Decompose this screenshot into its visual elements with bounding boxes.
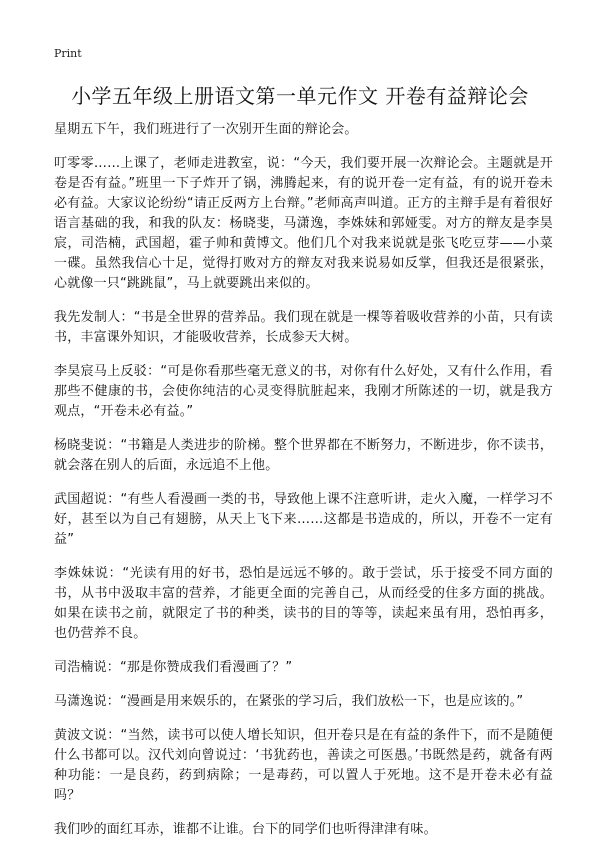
page-title: 小学五年级上册语文第一单元作文 开卷有益辩论会 <box>71 84 529 108</box>
paragraph-huang-bowen: 黄波文说：“当然，读书可以使人增长知识，但开卷只是在有益的条件下，而不是随便什么书都可以。汉代刘向曾说过：‘书犹药也，善读之可医愚。’书既然是药，就备有两种功能：一是良药，药到病除；一是毒药，可以置人于死地。这不是开卷未必有益吗？ <box>54 728 553 803</box>
paragraph-my-argument: 我先发制人：“书是全世界的营养品。我们现在就是一棵等着吸收营养的小苗，只有读书，丰富课外知识，才能吸收营养，长成参天大树。 <box>54 310 553 345</box>
paragraph-wu-guochao: 武国超说：“有些人看漫画一类的书，导致他上课不注意听讲，走火入魔，一样学习不好，甚至以为自己有翅膀，从天上飞下来……这都是书造成的，所以，开卷不一定有益” <box>54 492 553 547</box>
paragraph-li-shumei: 李姝妹说：“光读有用的好书，恐怕是远远不够的。敢于尝试，乐于接受不同方面的书，从书中汲取丰富的营养，才能更全面的完善自己，从而经受的住多方面的挑战。如果在读书之前，就限定了书的种类，读书的目的等等，读起来虽有用，恐怕再多，也仍营养不良。 <box>54 566 553 641</box>
paragraph-conclusion: 我们吵的面红耳赤，谁都不让谁。台下的同学们也听得津津有味。 <box>54 822 437 837</box>
paragraph-yang-xiaofei: 杨晓斐说：“书籍是人类进步的阶梯。整个世界都在不断努力，不断进步，你不读书，就会落在别人的后面，永远追不上他。 <box>54 438 553 473</box>
article-body <box>54 120 553 854</box>
print-link[interactable]: Print <box>54 47 82 60</box>
paragraph-teacher-announcement: 叮零零……上课了，老师走进教室，说：“今天，我们要开展一次辩论会。主题就是开卷是否有益。”班里一下子炸开了锅，沸腾起来，有的说开卷一定有益，有的说开卷未必有益。大家议论纷纷“请正反两方上台辩。”老师高声叫道。正方的主辩手是有着很好语言基础的我，和我的队友：杨晓斐，马潇逸，李姝妹和郭娅雯。对方的辩友是李昊宸，司浩楠，武国超，霍子帅和黄博文。他们几个对我来说就是张飞吃豆芽——小菜一碟。虽然我信心十足，觉得打败对方的辩友对我来说易如反掌，但我还是很紧张，心就像一只“跳跳鼠”，马上就要跳出来似的。 <box>54 156 553 291</box>
paragraph-intro: 星期五下午，我们班进行了一次别开生面的辩论会。 <box>54 122 358 137</box>
paragraph-li-haochen: 李昊宸马上反驳：“可是你看那些毫无意义的书，对你有什么好处，又有什么作用，看那些不健康的书，会使你纯洁的心灵变得肮脏起来，我刚才所陈述的一切，就是我方观点，“开卷未必有益。” <box>54 364 553 419</box>
paragraph-ma-xiaoyi: 马潇逸说：“漫画是用来娱乐的，在紧张的学习后，我们放松一下，也是应该的。” <box>54 694 524 709</box>
paragraph-si-haonan: 司浩楠说：“那是你赞成我们看漫画了？” <box>54 660 293 675</box>
